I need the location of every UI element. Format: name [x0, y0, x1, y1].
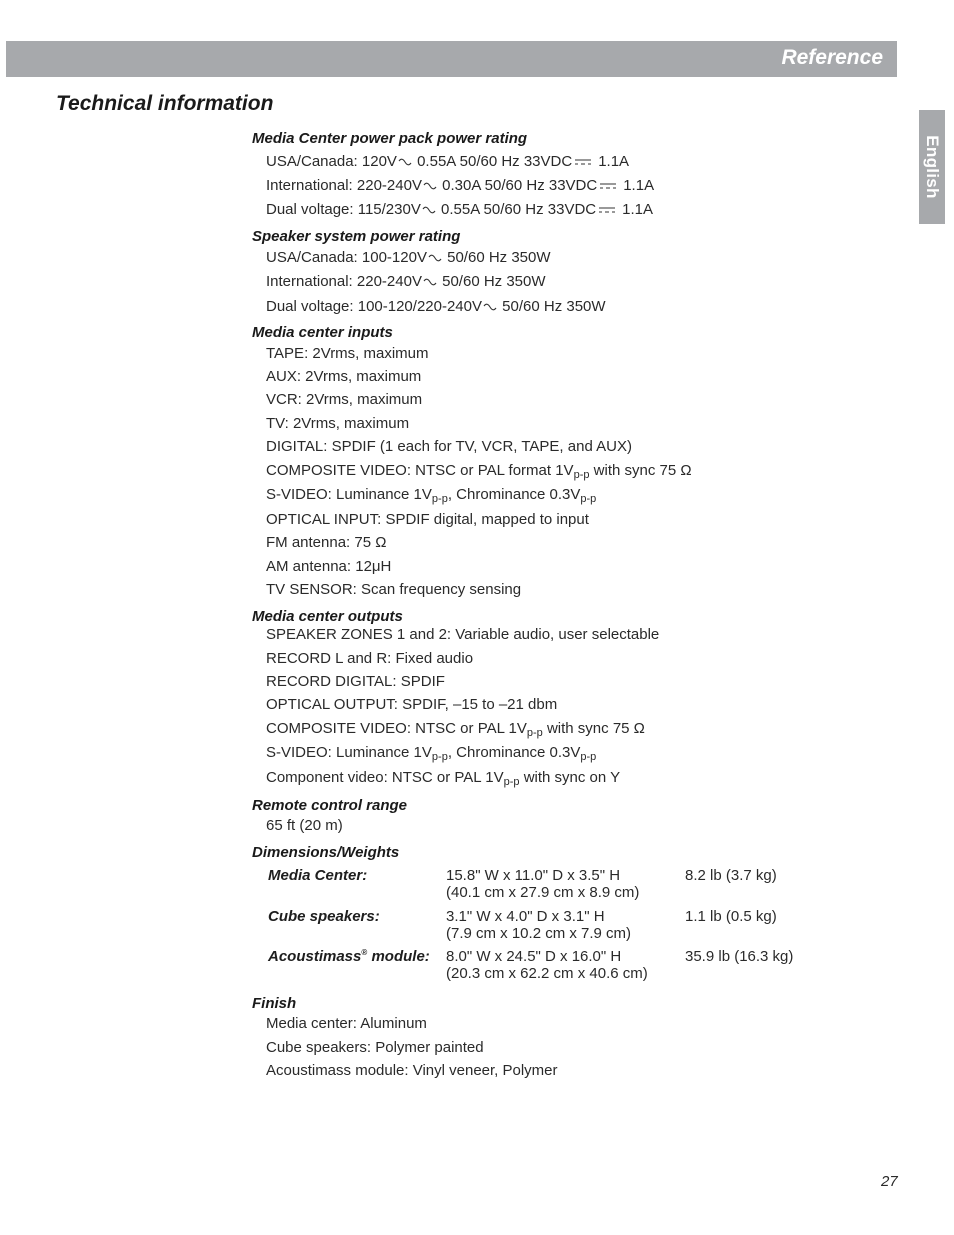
spec-text: 50/60 Hz 350W	[437, 273, 546, 290]
spec-text: International: 220-240V	[266, 177, 422, 194]
ac-symbol-icon	[422, 206, 436, 215]
output-component	[266, 769, 620, 786]
power-pack-line	[266, 201, 653, 218]
spec-subscript: p-p	[526, 727, 543, 739]
input-svideo	[266, 486, 596, 503]
dim-size-media-center	[446, 867, 639, 901]
output-record-lr: RECORD L and R: Fixed audio	[266, 650, 474, 667]
input-tv: TV: 2Vrms, maximum	[266, 415, 410, 432]
dim-weight-cube-speakers: 1.1 lb (0.5 kg)	[685, 908, 777, 925]
header-bar	[6, 41, 897, 77]
dc-symbol-icon	[599, 182, 617, 190]
dim-size-imperial: 8.0" W x 24.5" D x 16.0" H	[446, 948, 622, 965]
dim-weight-acoustimass: 35.9 lb (16.3 kg)	[685, 948, 794, 965]
spec-text: 0.55A 50/60 Hz 33VDC	[436, 201, 597, 218]
power-pack-heading: Media Center power pack power rating	[252, 130, 528, 147]
spec-text: COMPOSITE VIDEO: NTSC or PAL format 1V	[266, 462, 574, 479]
input-aux: AUX: 2Vrms, maximum	[266, 368, 422, 385]
section-title: Reference	[781, 46, 883, 69]
dimensions-heading: Dimensions/Weights	[252, 844, 400, 861]
ac-symbol-icon	[398, 158, 412, 167]
input-fm: FM antenna: 75 Ω	[266, 534, 387, 551]
page-number: 27	[881, 1173, 898, 1190]
dim-size-metric: (20.3 cm x 62.2 cm x 40.6 cm)	[446, 965, 648, 982]
finish-heading: Finish	[252, 995, 297, 1012]
ac-symbol-icon	[483, 303, 497, 312]
input-vcr: VCR: 2Vrms, maximum	[266, 391, 423, 408]
finish-acoustimass: Acoustimass module: Vinyl veneer, Polymer	[266, 1062, 558, 1079]
dim-size-metric: (40.1 cm x 27.9 cm x 8.9 cm)	[446, 884, 640, 901]
speaker-power-line	[266, 273, 546, 290]
dim-size-imperial: 15.8" W x 11.0" D x 3.5" H	[446, 867, 621, 884]
spec-subscript: p-p	[573, 469, 590, 481]
spec-text: Dual voltage: 115/230V	[266, 201, 421, 218]
spec-text: , Chrominance 0.3V	[447, 744, 581, 761]
input-optical: OPTICAL INPUT: SPDIF digital, mapped to input	[266, 511, 589, 528]
spec-text: with sync on Y	[519, 769, 621, 786]
spec-text: S-VIDEO: Luminance 1V	[266, 744, 432, 761]
remote-range: 65 ft (20 m)	[266, 817, 343, 834]
spec-subscript: p-p	[503, 776, 520, 788]
outputs-heading: Media center outputs	[252, 608, 403, 625]
speaker-power-line	[266, 249, 551, 266]
dim-size-imperial: 3.1" W x 4.0" D x 3.1" H	[446, 908, 605, 925]
dim-size-acoustimass	[446, 948, 648, 982]
power-pack-line	[266, 153, 629, 170]
dc-symbol-icon	[598, 206, 616, 214]
spec-text: , Chrominance 0.3V	[447, 486, 581, 503]
spec-text: with sync 75 Ω	[542, 720, 645, 737]
input-tape: TAPE: 2Vrms, maximum	[266, 345, 429, 362]
spec-text: 1.1A	[623, 177, 655, 194]
spec-text: 1.1A	[598, 153, 630, 170]
dim-label-cube-speakers: Cube speakers:	[268, 908, 380, 925]
output-zones: SPEAKER ZONES 1 and 2: Variable audio, user selectable	[266, 626, 660, 643]
spec-text: Component video: NTSC or PAL 1V	[266, 769, 504, 786]
input-am: AM antenna: 12μH	[266, 558, 392, 575]
spec-text: 1.1A	[622, 201, 653, 218]
spec-text: International: 220-240V	[266, 273, 422, 290]
spec-text: 0.55A 50/60 Hz 33VDC	[412, 153, 573, 170]
dim-size-metric: (7.9 cm x 10.2 cm x 7.9 cm)	[446, 925, 632, 942]
spec-subscript: p-p	[431, 751, 448, 763]
dim-label-text: Acoustimass	[268, 948, 362, 965]
dim-label-text: module:	[367, 948, 430, 965]
spec-subscript: p-p	[431, 493, 448, 505]
spec-text: 50/60 Hz 350W	[498, 298, 606, 315]
power-pack-line	[266, 177, 654, 194]
language-tab-label: English	[923, 135, 942, 199]
input-composite	[266, 462, 692, 479]
output-record-digital: RECORD DIGITAL: SPDIF	[266, 673, 445, 690]
output-svideo	[266, 744, 596, 761]
finish-media-center: Media center: Aluminum	[266, 1015, 427, 1032]
spec-text: USA/Canada: 100-120V	[266, 249, 427, 266]
ac-symbol-icon	[428, 254, 442, 263]
spec-subscript: p-p	[580, 493, 597, 505]
dim-label-acoustimass	[268, 948, 430, 965]
dim-weight-media-center: 8.2 lb (3.7 kg)	[685, 867, 777, 884]
remote-heading: Remote control range	[252, 797, 408, 814]
ac-symbol-icon	[423, 182, 437, 191]
spec-text: Dual voltage: 100-120/220-240V	[266, 298, 482, 315]
input-tv-sensor: TV SENSOR: Scan frequency sensing	[266, 581, 522, 598]
spec-text: 0.30A 50/60 Hz 33VDC	[437, 177, 598, 194]
output-composite	[266, 720, 645, 737]
input-digital: DIGITAL: SPDIF (1 each for TV, VCR, TAPE, and AUX)	[266, 438, 632, 455]
spec-text: USA/Canada: 120V	[266, 153, 397, 170]
dim-size-cube-speakers	[446, 908, 631, 942]
language-tab	[919, 110, 945, 224]
ac-symbol-icon	[423, 278, 437, 287]
spec-text: with sync 75 Ω	[589, 462, 692, 479]
spec-text: S-VIDEO: Luminance 1V	[266, 486, 432, 503]
dc-symbol-icon	[574, 158, 592, 166]
spec-subscript: p-p	[580, 751, 597, 763]
finish-cube: Cube speakers: Polymer painted	[266, 1039, 484, 1056]
inputs-heading: Media center inputs	[252, 324, 393, 341]
dim-label-media-center: Media Center:	[268, 867, 368, 884]
page-title: Technical information	[56, 92, 274, 115]
speaker-power-line	[266, 298, 606, 315]
output-optical: OPTICAL OUTPUT: SPDIF, –15 to –21 dbm	[266, 696, 558, 713]
spec-text: 50/60 Hz 350W	[442, 249, 551, 266]
spec-text: COMPOSITE VIDEO: NTSC or PAL 1V	[266, 720, 527, 737]
registered-mark: ®	[361, 948, 368, 957]
speaker-power-heading: Speaker system power rating	[252, 228, 461, 245]
